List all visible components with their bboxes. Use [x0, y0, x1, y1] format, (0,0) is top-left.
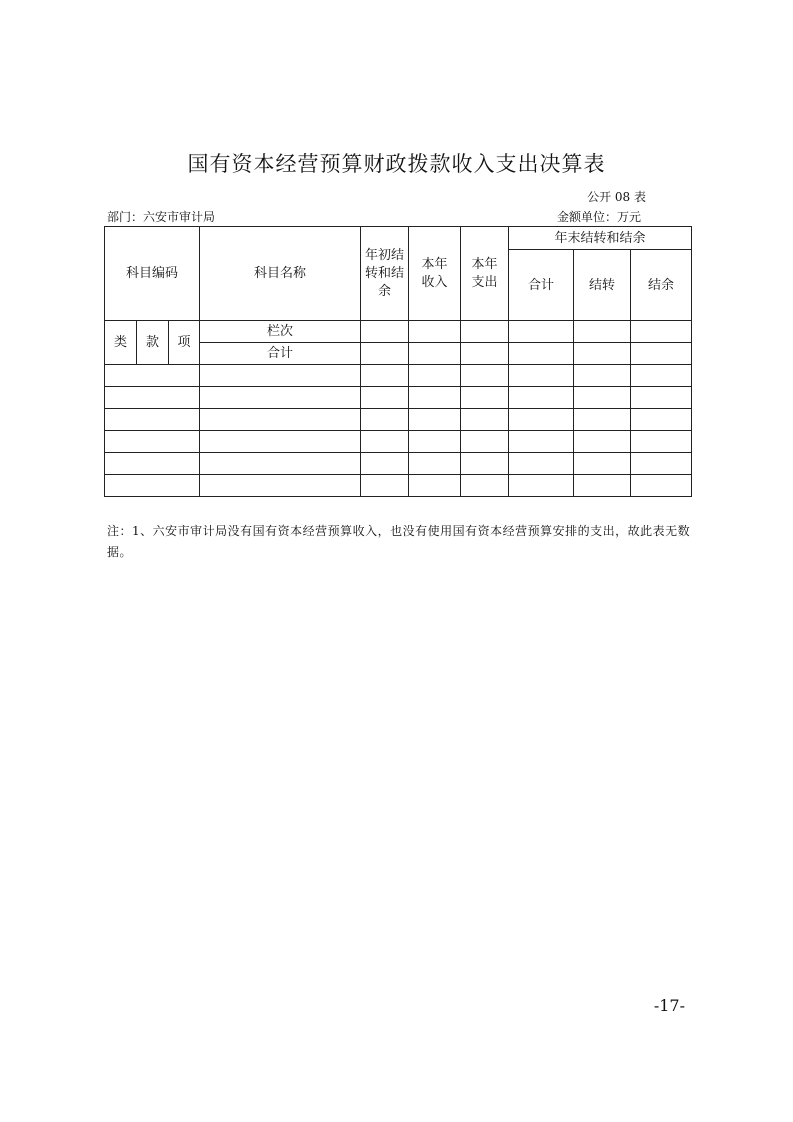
budget-table	[104, 226, 692, 497]
row-expense-cell	[461, 453, 509, 475]
table-code: 公开 08 表	[587, 190, 646, 204]
header-end-carry: 结转	[574, 250, 631, 321]
row-name-cell	[200, 453, 361, 475]
table-cell	[509, 321, 574, 343]
row-end-carry-cell	[574, 365, 631, 387]
column-order-label: 栏次	[200, 321, 361, 343]
table-cell	[574, 321, 631, 343]
row-expense-cell	[461, 475, 509, 497]
row-end-carry-cell	[574, 453, 631, 475]
row-begin-balance-cell	[361, 453, 409, 475]
row-end-total-cell	[509, 365, 574, 387]
level-row	[105, 321, 692, 343]
row-code-cell	[105, 409, 200, 431]
row-end-total-cell	[509, 453, 574, 475]
row-code-cell	[105, 387, 200, 409]
table-cell	[361, 321, 409, 343]
row-code-cell	[105, 453, 200, 475]
level-section: 款	[137, 321, 169, 365]
table-cell	[631, 321, 692, 343]
table-cell	[509, 343, 574, 365]
row-expense-cell	[461, 365, 509, 387]
row-code-cell	[105, 431, 200, 453]
row-end-surplus-cell	[631, 365, 692, 387]
table-cell	[574, 343, 631, 365]
header-end-balance-group: 年末结转和结余	[509, 227, 692, 250]
row-income-cell	[409, 365, 461, 387]
header-end-total: 合计	[509, 250, 574, 321]
row-expense-cell	[461, 409, 509, 431]
row-name-cell	[200, 365, 361, 387]
row-end-total-cell	[509, 475, 574, 497]
row-name-cell	[200, 387, 361, 409]
table-row	[105, 431, 692, 453]
total-label: 合计	[200, 343, 361, 365]
header-subject-code: 科目编码	[105, 227, 200, 321]
row-begin-balance-cell	[361, 409, 409, 431]
row-begin-balance-cell	[361, 387, 409, 409]
row-code-cell	[105, 475, 200, 497]
row-name-cell	[200, 431, 361, 453]
header-income: 本年收入	[409, 227, 461, 321]
table-cell	[461, 321, 509, 343]
row-begin-balance-cell	[361, 365, 409, 387]
row-end-total-cell	[509, 387, 574, 409]
table-cell	[461, 343, 509, 365]
row-end-surplus-cell	[631, 475, 692, 497]
table-row	[105, 453, 692, 475]
row-end-surplus-cell	[631, 453, 692, 475]
row-expense-cell	[461, 387, 509, 409]
department-label: 部门：六安市审计局	[107, 210, 216, 224]
page-number: -17-	[653, 996, 685, 1015]
header-end-surplus: 结余	[631, 250, 692, 321]
row-income-cell	[409, 431, 461, 453]
table-row	[105, 409, 692, 431]
row-income-cell	[409, 409, 461, 431]
table-row	[105, 387, 692, 409]
row-begin-balance-cell	[361, 431, 409, 453]
row-end-carry-cell	[574, 409, 631, 431]
row-end-carry-cell	[574, 431, 631, 453]
level-item: 项	[169, 321, 200, 365]
footnote: 注：1、六安市审计局没有国有资本经营预算收入，也没有使用国有资本经营预算安排的支出，故此表无数据。	[107, 524, 691, 559]
table-cell	[409, 343, 461, 365]
page-title: 国有资本经营预算财政拨款收入支出决算表	[187, 152, 606, 176]
table-body	[105, 365, 692, 497]
row-code-cell	[105, 365, 200, 387]
header-begin-balance: 年初结转和结余	[361, 227, 409, 321]
row-income-cell	[409, 475, 461, 497]
row-end-total-cell	[509, 409, 574, 431]
row-expense-cell	[461, 431, 509, 453]
table-cell	[409, 321, 461, 343]
row-begin-balance-cell	[361, 475, 409, 497]
row-end-total-cell	[509, 431, 574, 453]
row-end-carry-cell	[574, 387, 631, 409]
row-income-cell	[409, 453, 461, 475]
row-end-carry-cell	[574, 475, 631, 497]
table-row	[105, 365, 692, 387]
table-row	[105, 475, 692, 497]
row-income-cell	[409, 387, 461, 409]
unit-label: 金额单位：万元	[556, 210, 641, 224]
header-row-top	[105, 227, 692, 250]
row-name-cell	[200, 475, 361, 497]
row-name-cell	[200, 409, 361, 431]
header-expense: 本年支出	[461, 227, 509, 321]
table-cell	[361, 343, 409, 365]
header-subject-name: 科目名称	[200, 227, 361, 321]
row-end-surplus-cell	[631, 409, 692, 431]
row-end-surplus-cell	[631, 431, 692, 453]
level-class: 类	[105, 321, 137, 365]
row-end-surplus-cell	[631, 387, 692, 409]
table-cell	[631, 343, 692, 365]
